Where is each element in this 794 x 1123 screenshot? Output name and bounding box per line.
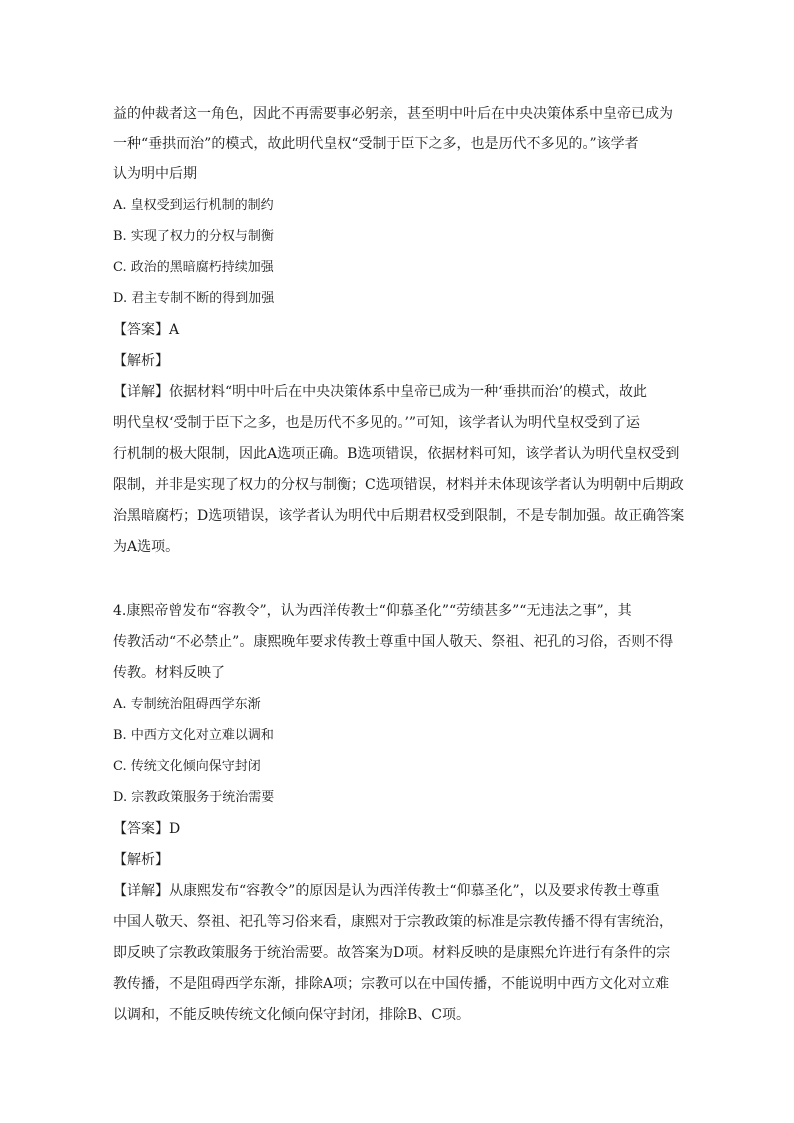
q3-stem-line-2: 一种“垂拱而治”的模式，故此明代皇权“受制于臣下之多，也是历代不多见的。”该学者	[113, 136, 639, 152]
q3-detail-line-4: 限制，并非是实现了权力的分权与制衡；C选项错误，材料并未体现该学者认为明朝中后期政	[113, 477, 684, 493]
q3-analysis-label: 【解析】	[113, 353, 169, 369]
q3-detail-line-3: 行机制的极大限制，因此A选项正确。B选项错误，依据材料可知，该学者认为明代皇权受到	[113, 446, 680, 462]
q3-answer: 【答案】A	[113, 322, 180, 338]
q3-detail-line-2: 明代皇权‘受制于臣下之多，也是历代不多见的。’”可知，该学者认为明代皇权受到了运	[113, 415, 641, 431]
q4-detail-line-5: 以调和，不能反映传统文化倾向保守封闭，排除B、C项。	[113, 1007, 470, 1023]
q4-detail-line-3: 即反映了宗教政策服务于统治需要。故答案为D项。材料反映的是康熙允许进行有条件的宗	[113, 945, 671, 961]
q3-detail-line-6: 为A选项。	[113, 539, 180, 555]
q4-answer: 【答案】D	[113, 821, 181, 837]
q4-stem-line-1: 4.康熙帝曾发布“容教令”，认为西洋传教士“仰慕圣化”“劳绩甚多”“无违法之事”，其	[113, 603, 632, 619]
q4-stem-line-2: 传教活动“不必禁止”。康熙晚年要求传教士尊重中国人敬天、祭祖、祀孔的习俗，否则不得	[113, 634, 674, 650]
q4-option-c: C. 传统文化倾向保守封闭	[113, 759, 261, 774]
q4-detail-line-1: 【详解】从康熙发布“容教令”的原因是认为西洋传教士“仰慕圣化”，以及要求传教士尊重	[113, 883, 660, 899]
q3-detail-line-5: 治黑暗腐朽；D选项错误，该学者认为明代中后期君权受到限制，不是专制加强。故正确答案	[113, 508, 685, 524]
q4-stem-line-3: 传教。材料反映了	[113, 665, 225, 681]
q4-option-a: A. 专制统治阻碍西学东渐	[113, 697, 261, 712]
q4-analysis-label: 【解析】	[113, 852, 169, 868]
q3-option-b: B. 实现了权力的分权与制衡	[113, 229, 274, 244]
q3-option-a: A. 皇权受到运行机制的制约	[113, 198, 274, 213]
q3-option-d: D. 君主专制不断的得到加强	[113, 291, 275, 306]
q4-detail-line-4: 教传播，不是阻碍西学东渐，排除A项；宗教可以在中国传播，不能说明中西方文化对立难	[113, 976, 670, 992]
q4-option-b: B. 中西方文化对立难以调和	[113, 728, 274, 743]
q3-option-c: C. 政治的黑暗腐朽持续加强	[113, 260, 274, 275]
q3-detail-line-1: 【详解】依据材料“明中叶后在中央决策体系中皇帝已成为一种‘垂拱而治’的模式，故此	[113, 384, 648, 400]
q4-option-d: D. 宗教政策服务于统治需要	[113, 790, 275, 805]
q3-stem-line-3: 认为明中后期	[113, 166, 197, 182]
q4-detail-line-2: 中国人敬天、祭祖、祀孔等习俗来看，康熙对于宗教政策的标准是宗教传播不得有害统治，	[113, 914, 673, 930]
q3-stem-line-1: 益的仲裁者这一角色，因此不再需要事必躬亲，甚至明中叶后在中央决策体系中皇帝已成为	[113, 106, 673, 122]
